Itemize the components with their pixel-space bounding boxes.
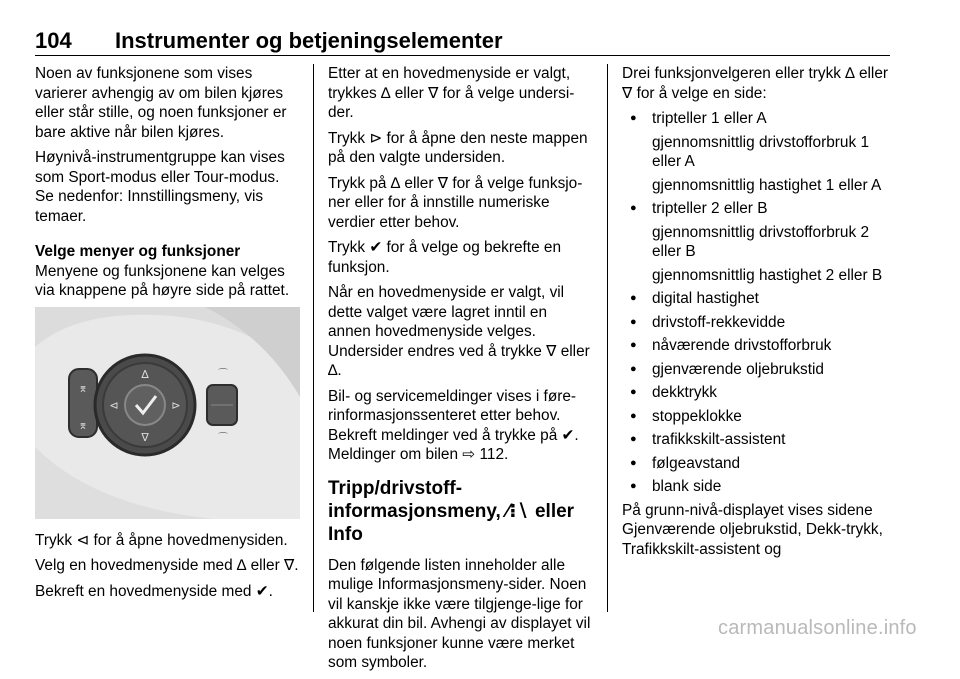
list-subitem: gjennomsnittlig drivstofforbruk 2 eller B [652, 223, 870, 260]
paragraph: Trykk ⊳ for å åpne den neste mappen på den valgte undersiden. [328, 129, 588, 166]
info-page-list [622, 109, 890, 497]
svg-text:∆: ∆ [141, 367, 149, 381]
list-item: ● dekktrykk [622, 383, 890, 403]
column-divider-2 [607, 64, 608, 612]
column-3 [622, 64, 890, 565]
list-item: ● tripteller 2 eller B [622, 199, 890, 219]
svg-text:⌆: ⌆ [78, 381, 88, 395]
paragraph: Trykk ⊲ for å åpne hovedmenysiden. [35, 531, 288, 549]
paragraph: Bil- og servicemeldinger vises i føre-rinformasjonssenteret etter behov. Bekreft meldinger ved å trykke på ✔. Meldinger om bilen ⇨ 112. [328, 387, 579, 463]
header-divider [35, 55, 890, 56]
svg-text:⊳: ⊳ [171, 398, 181, 412]
paragraph: Bekreft en hovedmenyside med ✔. [35, 582, 273, 600]
paragraph: Menyene og funksjonene kan velges via knappene på høyre side på rattet. [35, 262, 290, 299]
section-heading: Velge menyer og funksjoner [35, 243, 241, 260]
paragraph: Etter at en hovedmenyside er valgt, trykkes ∆ eller ∇ for å velge undersi-der. [328, 65, 575, 121]
chapter-title: Instrumenter og betjeningselementer [115, 28, 503, 53]
paragraph: På grunn-nivå-displayet vises sidene Gjenværende oljebrukstid, Dekk-trykk, Trafikkskilt-assistent og [622, 501, 883, 558]
section-heading: Tripp/drivstoff-informasjonsmeny, ⁄⁝∖ eller Info [328, 477, 575, 545]
column-1 [35, 64, 300, 607]
list-item: ● nåværende drivstofforbruk [622, 336, 890, 356]
list-item: ● blank side [622, 477, 890, 497]
list-item: ● følgeavstand [622, 454, 890, 474]
paragraph: Når en hovedmenyside er valgt, vil dette valget være lagret inntil en annen hovedmenyside velges. Undersider endres ved å trykke ∇ eller ∆. [328, 284, 590, 379]
svg-text:∇: ∇ [141, 430, 149, 444]
page-number: 104 [35, 28, 72, 53]
list-subitem: gjennomsnittlig hastighet 2 eller B [652, 266, 883, 284]
svg-text:⌒: ⌒ [218, 432, 228, 444]
column-divider-1 [313, 64, 314, 612]
watermark: carmanualsonline.info [718, 617, 917, 639]
paragraph: Noen av funksjonene som vises varierer avhengig av om bilen kjøres eller står stille, og noen funksjoner er bare aktive når bilen kjøres. [35, 65, 287, 141]
list-subitem: gjennomsnittlig drivstofforbruk 1 eller A [652, 133, 870, 170]
paragraph: Drei funksjonvelgeren eller trykk ∆ eller ∇ for å velge en side: [622, 65, 889, 102]
list-subitem: gjennomsnittlig hastighet 1 eller A [652, 176, 882, 194]
page-header [35, 28, 890, 54]
paragraph: Trykk på ∆ eller ∇ for å velge funksjo-ner eller for å innstille numeriske verdier etter behov. [328, 174, 583, 231]
svg-text:⊲: ⊲ [109, 398, 119, 412]
paragraph: Den følgende listen inneholder alle mulige Informasjonsmeny-sider. Noen vil kanskje ikke være tilgjenge-lige for akkurat din bil. Avhengi av displayet vil noen funksjoner kunne være merket som symboler. [328, 556, 591, 671]
list-item: ● stoppeklokke [622, 407, 890, 427]
paragraph: Trykk ✔ for å velge og bekrefte en funksjon. [328, 239, 562, 276]
list-item: ● tripteller 1 eller A [622, 109, 890, 129]
paragraph: Høynivå-instrumentgruppe kan vises som Sport-modus eller Tour-modus. Se nedenfor: Innstillingsmeny, vis temaer. [35, 149, 285, 225]
list-item: ● gjenværende oljebrukstid [622, 360, 890, 380]
svg-text:⌒: ⌒ [218, 368, 228, 380]
paragraph: Velg en hovedmenyside med ∆ eller ∇. [35, 557, 299, 574]
steering-wheel-controls-illustration [35, 307, 300, 519]
list-item: ● trafikkskilt-assistent [622, 430, 890, 450]
svg-text:⌆: ⌆ [78, 418, 88, 432]
column-2 [328, 64, 594, 679]
list-item: ● digital hastighet [622, 289, 890, 309]
list-item: ● drivstoff-rekkevidde [622, 313, 890, 333]
